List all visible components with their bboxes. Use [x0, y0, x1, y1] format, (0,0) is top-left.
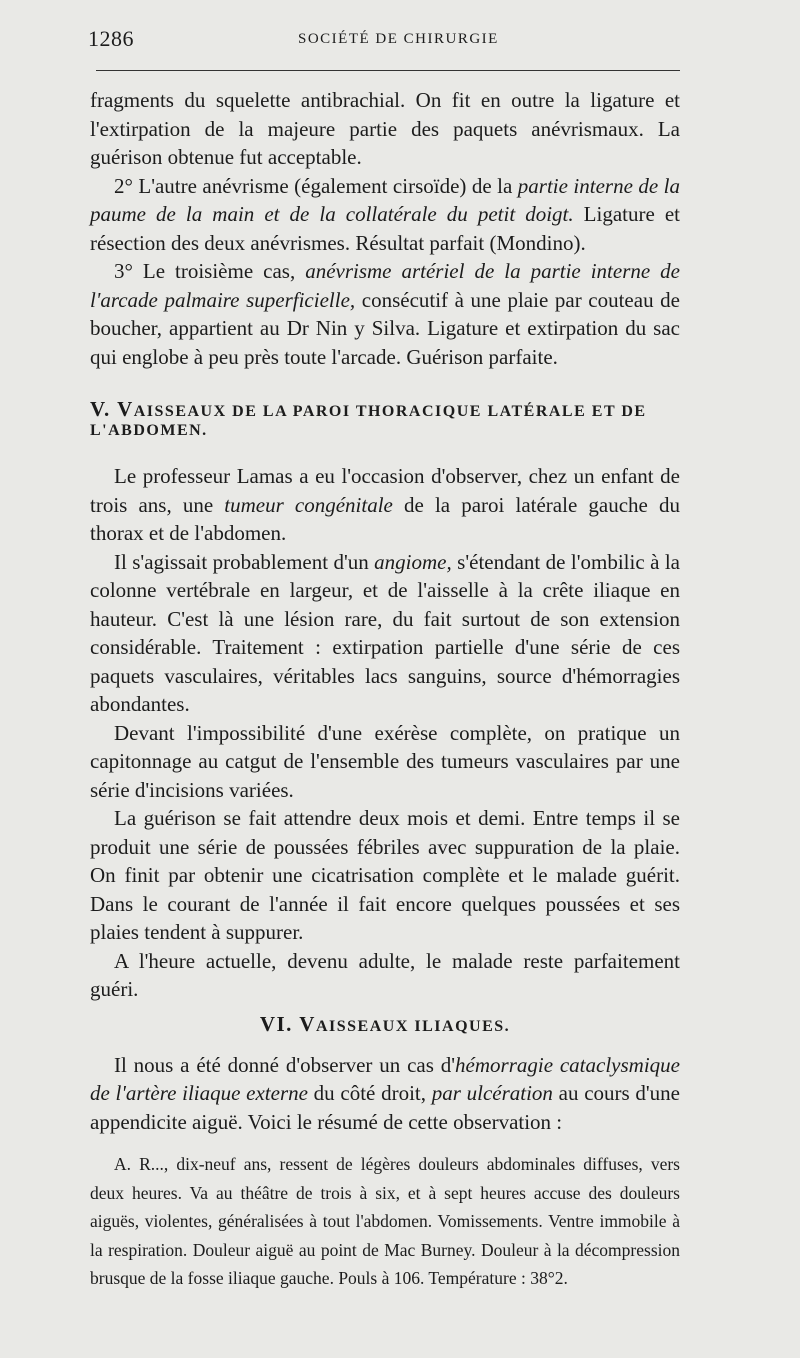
italic-text: tumeur congénitale: [224, 492, 393, 517]
paragraph-text: Il nous a été donné d'observer un cas d': [114, 1052, 456, 1077]
italic-text: angiome,: [374, 549, 452, 574]
paragraph-case-2: [90, 172, 680, 258]
paragraph-iliaque: [90, 1051, 680, 1137]
paragraph-lamas: [90, 462, 680, 548]
paragraph-text: consécutif à une plaie par couteau de boucher, appartient au Dr Nin y Silva. Ligature et extirpation du sac qui englobe à peu près toute l'arcade. Guérison parfaite.: [90, 287, 680, 369]
paragraph-text: A. R..., dix-neuf ans, ressent de légères douleurs abdominales diffuses, vers deux heures. Va au théâtre de trois à six, et à sept heures accuse des douleurs aiguës, violentes, généralisées à tout l'abdomen. Vomissements. Ventre immobile à la respiration. Douleur aiguë au point de Mac Burney. Douleur à la décompression brusque de la fosse iliaque gauche. Pouls à 106. Température : 38°2.: [90, 1154, 680, 1288]
paragraph-text: fragments du squelette antibrachial. On fit en outre la ligature et l'extirpation de la majeure partie des paquets anévrismaux. La guérison obtenue fut acceptable.: [90, 88, 680, 169]
paragraph-text: de la paroi latérale gauche du thorax et de l'abdomen.: [90, 492, 680, 545]
section-heading-rest: AISSEAUX DE LA PAROI THORACIQUE LATÉRALE ET DE L'ABDOMEN.: [90, 403, 647, 439]
paragraph-text: au cours d'une appendicite aiguë. Voici le résumé de cette observation :: [90, 1081, 680, 1134]
italic-text: hémorragie cataclysmique de l'artère iliaque externe: [90, 1052, 680, 1105]
paragraph-text: La guérison se fait attendre deux mois et demi. Entre temps il se produit une série de poussées fébriles avec suppuration de la plaie. On finit par obtenir une cicatrisation complète et le malade guérit. Dans le courant de l'année il fait encore quelques poussées et ses plaies tendent à suppurer.: [90, 806, 680, 944]
paragraph-text: A l'heure actuelle, devenu adulte, le malade reste parfaitement guéri.: [90, 948, 680, 1001]
italic-text: par ulcération: [431, 1081, 553, 1105]
paragraph-actuelle: [90, 947, 680, 1004]
paragraph-exerese: [90, 719, 680, 805]
paragraph-text: Devant l'impossibilité d'une exérèse complète, on pratique un capitonnage au catgut de l'ensemble des tumeurs vasculaires par une série d'incisions variées.: [90, 720, 680, 802]
section-heading-rest: AISSEAUX ILIAQUES.: [315, 1017, 511, 1035]
paragraph-continuation: [90, 86, 680, 172]
body-text: [90, 86, 680, 1293]
paragraph-text: 3° Le troisième cas,: [114, 259, 306, 283]
paragraph-text: Le professeur Lamas a eu l'occasion d'observer, chez un enfant de trois ans, une: [90, 464, 680, 517]
section-heading-lead: V. V: [90, 397, 134, 421]
paragraph-observation: [90, 1150, 680, 1293]
header-rule: [96, 70, 680, 71]
italic-text: partie interne de la paume de la main et de la collatérale du petit doigt.: [90, 173, 680, 226]
paragraph-angiome: [90, 548, 680, 719]
paragraph-text: s'étendant de l'ombilic à la colonne vertébrale en largeur, et de l'aisselle à la crête iliaque en hauteur. C'est là une lésion rare, du fait surtout de son extension considérable. Traitement : extirpation partielle d'une série de ces paquets vasculaires, véritables lacs sanguins, source d'hémorragies abondantes.: [90, 549, 680, 716]
paragraph-guerison: [90, 804, 680, 947]
paragraph-text: Il s'agissait probablement d'un: [114, 549, 375, 574]
page-number: 1286: [88, 26, 134, 51]
section-heading-vi: [90, 1012, 680, 1037]
paragraph-text: du côté droit,: [307, 1081, 432, 1105]
paragraph-text: 2° L'autre anévrisme (également cirsoïde) de la: [114, 173, 518, 198]
paragraph-text: Ligature et résection des deux anévrismes. Résultat parfait (Mondino).: [90, 202, 681, 255]
section-heading-v: [90, 397, 680, 440]
page-header: [88, 26, 678, 56]
paragraph-case-3: [90, 257, 680, 371]
italic-text: anévrisme artériel de la partie interne de l'arcade palmaire superficielle,: [90, 259, 680, 312]
running-title: SOCIÉTÉ DE CHIRURGIE: [298, 31, 499, 47]
section-heading-lead: VI. V: [259, 1011, 316, 1036]
